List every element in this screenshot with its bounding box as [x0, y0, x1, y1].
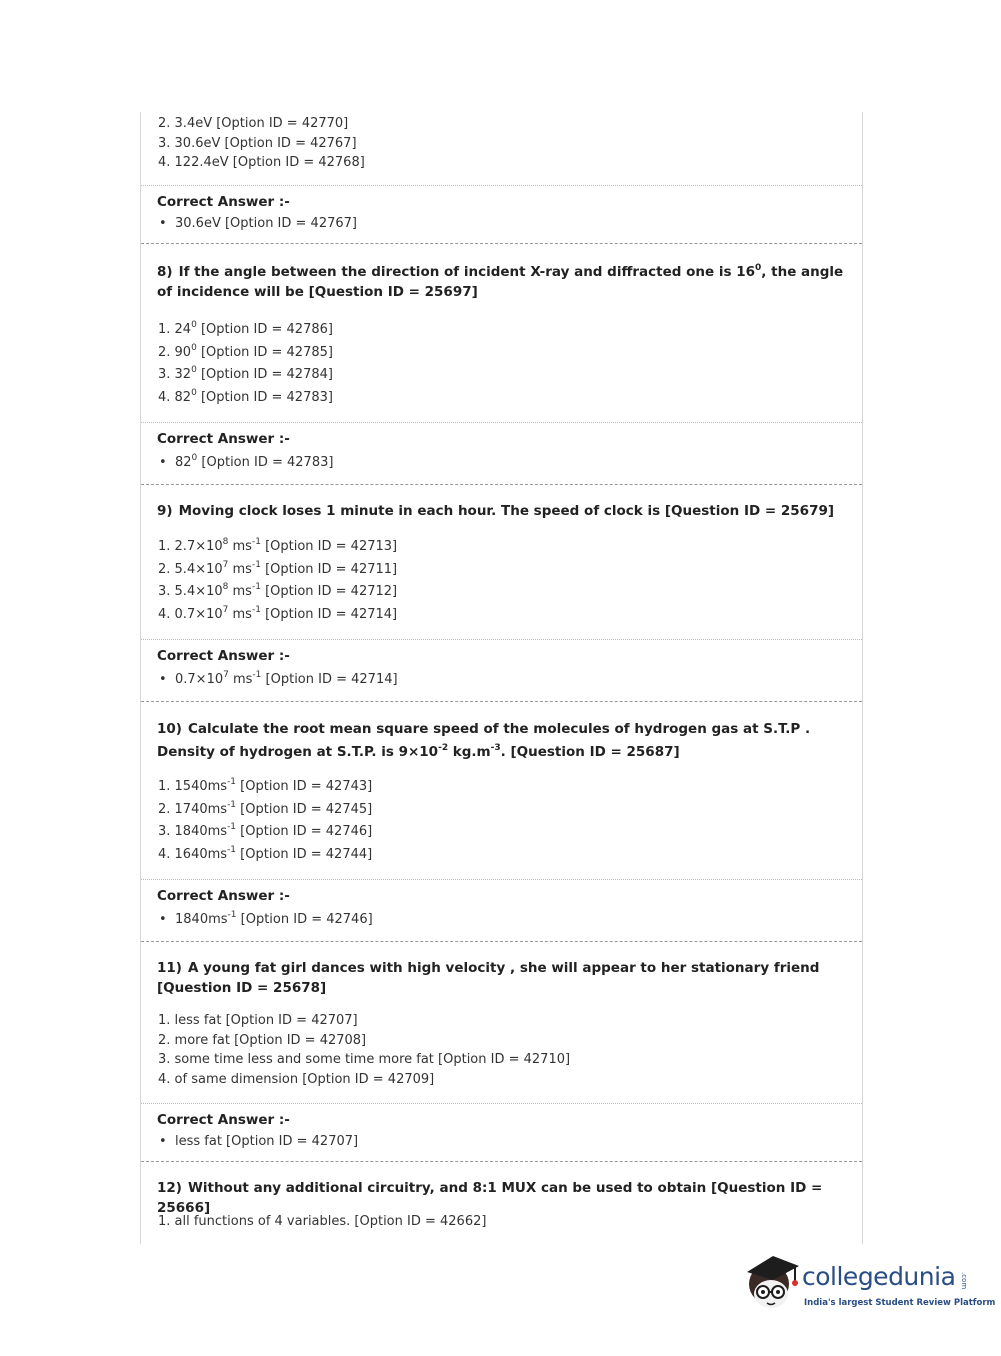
brand-tagline: India's largest Student Review Platform: [804, 1298, 996, 1308]
option-item: 3. some time less and some time more fat [Option ID = 42710]: [158, 1052, 571, 1068]
bullet-icon: •: [159, 912, 167, 927]
bullet-icon: •: [159, 1134, 167, 1149]
option-item: 4. $0.7\times 10^7$ $ms^{-1}$ [Option ID = 42714]: [158, 604, 398, 622]
divider: [141, 879, 862, 880]
question-separator: [141, 701, 862, 702]
option-item: 1. less fat [Option ID = 42707]: [158, 1013, 358, 1028]
q10-options: [141, 776, 862, 866]
option-item: 2. $1740ms^{-1}$ [Option ID = 42745]: [158, 799, 373, 817]
correct-answer-label: Correct Answer :-: [157, 888, 290, 904]
option-item: 2. more fat [Option ID = 42708]: [158, 1032, 367, 1048]
q11-options: [141, 1011, 862, 1089]
option-item: 1. $2.7\times 10^8$ $ms^{-1}$ [Option ID = 42713]: [158, 537, 398, 554]
divider: [141, 1103, 862, 1104]
q11-answer: [141, 1110, 862, 1149]
option-item: 3. $32^0$ [Option ID = 42784]: [158, 365, 333, 383]
q7-answer: [141, 192, 862, 231]
option-item: 1. $1540ms^{-1}$ [Option ID = 42743]: [158, 777, 373, 794]
correct-answer: • $0.7\times 10^7$ $ms^{-1}$ [Option ID = 42714]: [159, 670, 398, 687]
option-item: 3. $1840ms^{-1}$ [Option ID = 42746]: [158, 822, 373, 840]
q8-options: [141, 319, 862, 409]
option-item: 2. $90^0$ [Option ID = 42785]: [158, 342, 333, 360]
q8-answer: [141, 429, 862, 470]
question-9-text: 9) Moving clock loses 1 minute in each hour. The speed of clock is [Question ID = 25679]: [157, 503, 835, 519]
q12-options: [141, 1212, 862, 1232]
question-separator: [141, 243, 862, 244]
q9-options: [141, 536, 862, 626]
correct-answer-label: Correct Answer :-: [157, 431, 290, 447]
bullet-icon: •: [159, 216, 167, 231]
correct-answer-label: Correct Answer :-: [157, 648, 290, 664]
brand-domain: .com: [960, 1272, 968, 1290]
option-item: 2. 3.4eV [Option ID = 42770]: [158, 116, 349, 131]
option-item: 3. 30.6eV [Option ID = 42767]: [158, 135, 357, 151]
q9-answer: [141, 646, 862, 687]
option-item: 4. of same dimension [Option ID = 42709]: [158, 1071, 435, 1087]
question-11-text: 11) A young fat girl dances with high velocity , she will appear to her stationary friend [Question ID = 25678]: [157, 960, 820, 996]
collegedunia-logo: [741, 1250, 996, 1320]
bullet-icon: •: [159, 672, 167, 687]
divider: [141, 185, 862, 186]
q7-options: [141, 114, 862, 173]
divider: [141, 639, 862, 640]
brand-name: collegedunia: [802, 1262, 956, 1291]
question-8-text: 8) If the angle between the direction of incident X-ray and diffracted one is $16^0$, the angle of incidence will be [Question ID = 25697]: [157, 263, 844, 300]
mascot-icon: [741, 1250, 801, 1314]
correct-answer: • $1840ms^{-1}$ [Option ID = 42746]: [159, 910, 373, 927]
divider: [141, 422, 862, 423]
q10-answer: [141, 886, 862, 927]
correct-answer: • $82^0$ [Option ID = 42783]: [159, 453, 334, 470]
question-paper: [140, 112, 863, 1244]
question-10-text: 10) Calculate the root mean square speed of the molecules of hydrogen gas at S.T.P . Density of hydrogen at S.T.P. is $9\times 10^{-2}$ $kg.m^{-3}$. [Question ID = 25687]: [157, 721, 811, 760]
question-separator: [141, 1161, 862, 1162]
question-12-text: 12) Without any additional circuitry, and 8:1 MUX can be used to obtain [Question ID = 25666]: [157, 1180, 823, 1216]
correct-answer: • less fat [Option ID = 42707]: [159, 1134, 359, 1149]
correct-answer: • 30.6eV [Option ID = 42767]: [159, 216, 357, 231]
question-separator: [141, 484, 862, 485]
bullet-icon: •: [159, 455, 167, 470]
option-item: 3. $5.4\times 10^8$ $ms^{-1}$ [Option ID = 42712]: [158, 582, 398, 600]
option-item: 4. 122.4eV [Option ID = 42768]: [158, 155, 365, 171]
correct-answer-label: Correct Answer :-: [157, 194, 290, 210]
option-item: 4. $1640ms^{-1}$ [Option ID = 42744]: [158, 844, 373, 862]
option-item: 1. $24^0$ [Option ID = 42786]: [158, 320, 333, 337]
option-item: 2. $5.4\times 10^7$ $ms^{-1}$ [Option ID = 42711]: [158, 559, 398, 577]
correct-answer-label: Correct Answer :-: [157, 1112, 290, 1128]
option-item: 1. all functions of 4 variables. [Option ID = 42662]: [158, 1214, 487, 1229]
option-item: 4. $82^0$ [Option ID = 42783]: [158, 387, 333, 405]
question-separator: [141, 941, 862, 942]
